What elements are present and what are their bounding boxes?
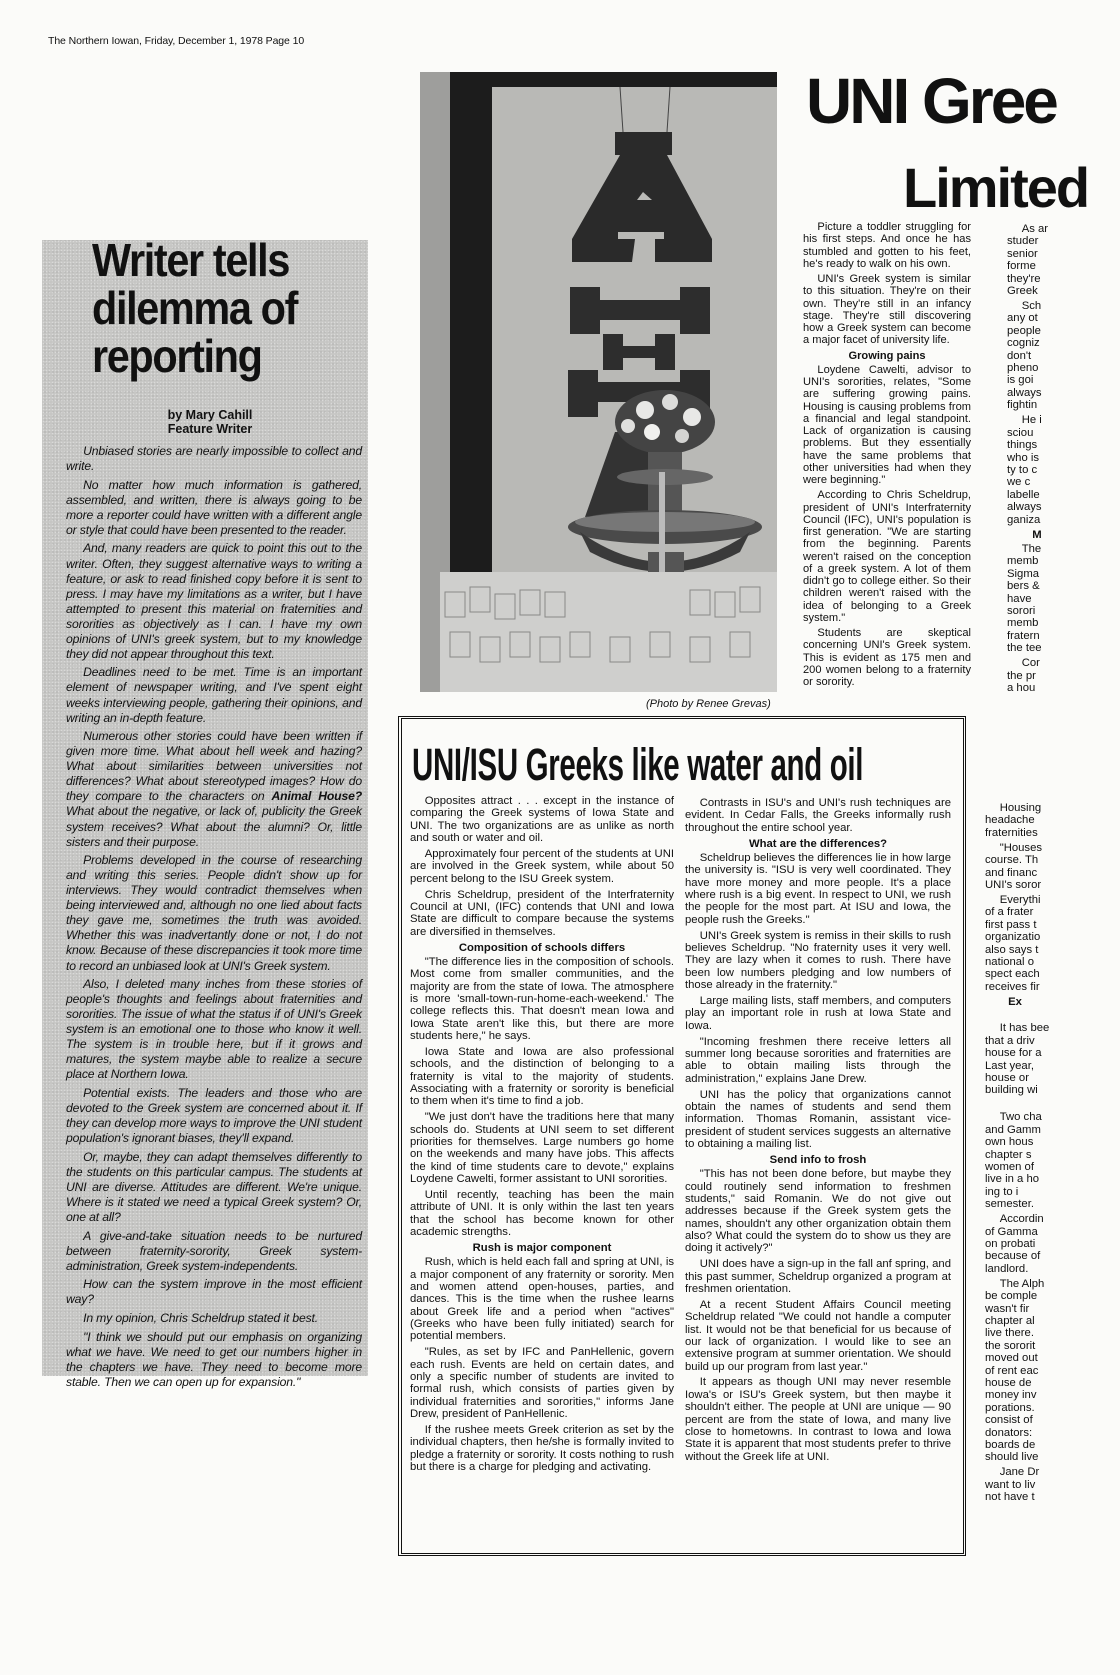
text-line: memb <box>1007 555 1039 568</box>
paragraph: Until recently, teaching has been the main attribute of UNI. It is only within the last ten years that the school has become known for other academic strengths. <box>410 1188 674 1238</box>
top-right-headline: UNI Gree <box>806 65 1056 137</box>
paragraph: "I think we should put our emphasis on organizing what we have. We need to get our numbers higher in the chapters we have. They need to become more stable. Then we can open up for expansion." <box>66 1329 362 1389</box>
left-article-headline <box>92 236 297 380</box>
text-line: memb <box>1007 617 1039 630</box>
headline-line: Writer tells <box>92 234 290 286</box>
headline-line: dilemma of <box>92 282 298 334</box>
bold-title: Animal House? <box>271 789 362 804</box>
paragraph: Rush, which is held each fall and spring at UNI, is a major component of any fraternity or sorority. Men and women attend open-houses, parties, and dances. This is the time when the rushee learns about Greek life and a period when "actives" (Greeks who have been fully initiated) search for potential members. <box>410 1256 674 1343</box>
text-line: wasn't fir <box>985 1302 1030 1315</box>
text-line: receives fir <box>985 980 1040 993</box>
text-line: "Houses <box>999 841 1043 854</box>
text-line: Last year, <box>985 1059 1034 1072</box>
paragraph <box>985 842 1120 892</box>
paragraph: Picture a toddler struggling for his first steps. And once he has stumbled and gotten to his feet, he's ready to walk on his own. <box>803 221 971 270</box>
text-line: donators: <box>985 1426 1033 1439</box>
text-line: of rent eac <box>985 1364 1039 1377</box>
spacer <box>985 1099 1120 1111</box>
paragraph: And, many readers are quick to point this out to the writer. Often, they suggest alternative ways to writing a feature, or ask to read finished copy before it is sent to press. I may have my limitations as a writer, but I have attempted to present this material on fraternities and sororities as objectively as I can. I have my own opinions of UNI's greek system, but to my knowledge they did not appear throughout this text. <box>66 541 362 661</box>
text-line: bers & <box>1007 580 1040 593</box>
text-line: the sororit <box>985 1339 1036 1352</box>
text-line: house or <box>985 1071 1029 1084</box>
text-segment: What about the negative, or lack of, publicity the Greek system receives? What about the alumni? Or, little sisters and their purpose. <box>66 804 362 849</box>
paragraph <box>1007 414 1120 526</box>
text-line: women of <box>985 1160 1034 1173</box>
paragraph <box>66 729 362 849</box>
paragraph: Contrasts in ISU's and UNI's rush techniques are evident. In Cedar Falls, the Greeks informally rush throughout the entire school year. <box>685 797 951 834</box>
text-line: chapter s <box>985 1148 1032 1161</box>
top-right-subheadline: Limited <box>903 156 1089 219</box>
photo-caption: (Photo by Renee Grevas) <box>646 698 771 710</box>
middle-article-column-2 <box>685 797 951 1466</box>
text-line: Sch <box>1021 300 1042 313</box>
text-line: have <box>1007 592 1032 605</box>
photo-greek-letters <box>420 72 777 692</box>
paragraph: UNI's Greek system is remiss in their skills to rush believes Scheldrup. "No fraternity uses it very well. They are lazy when it comes to rush. There have been low numbers pledging and low numbers of those already in the fraternity." <box>685 929 951 991</box>
text-line: organizatio <box>985 931 1041 944</box>
text-line: also says t <box>985 943 1039 956</box>
text-line: ganiza <box>1007 513 1041 526</box>
text-line: consist of <box>985 1414 1033 1427</box>
paragraph: It appears as though UNI may never resemble Iowa's or ISU's Greek system, but then maybe it shouldn't either. The people at UNI are unique — 90 percent are from the state of Iowa, and many live close to hometowns. In contrast to Iowa and Iowa State it is apparent that most students prefer to thrive without the Greek life at UNI. <box>685 1376 951 1463</box>
paragraph: Or, maybe, they can adapt themselves differently to the students on this particular campus. The students at UNI are diverse. Attitudes are different. We're unique. Where is it stated we need a typical Greek system? Or, one at all? <box>66 1149 362 1225</box>
text-line: things <box>1007 439 1038 452</box>
text-line: house for a <box>985 1047 1042 1060</box>
paragraph <box>1007 543 1120 655</box>
paragraph: How can the system improve in the most efficient way? <box>66 1277 362 1307</box>
paragraph: In my opinion, Chris Scheldrup stated it best. <box>83 1311 319 1326</box>
text-line: always <box>1007 386 1042 399</box>
text-line: and Gamm <box>985 1123 1041 1136</box>
text-line: Greek <box>1007 285 1038 298</box>
paragraph: "The difference lies in the composition of schools. Most come from smaller communities, and the majority are from the state of Iowa. The atmosphere is more 'small-town-run-home-each-weekend.' The college reflects this. That doesn't mean Iowa and Iowa State aren't like this, but there are more students here," he says. <box>410 955 674 1042</box>
text-line: house de <box>985 1377 1032 1390</box>
paragraph: Deadlines need to be met. Time is an important element of newspaper writing, and I've spent eight weeks interviewing people, gathering their opinions, and writing an in-depth feature. <box>66 665 362 725</box>
text-line: people <box>1007 324 1041 337</box>
text-line: studer <box>1007 235 1039 248</box>
paragraph: Also, I deleted many inches from these stories of people's thoughts and feelings about fraternities and sororities. The issue of what the status if of UNI's Greek system is an emotional one to those who know it well. The system is in trouble here, but if it grows and matures, the system maybe able to realize a secure place at Northern Iowa. <box>66 977 362 1082</box>
text-line: semester. <box>985 1198 1034 1211</box>
text-line: He i <box>1021 414 1042 427</box>
text-line: first pass t <box>985 918 1037 931</box>
paragraph: A give-and-take situation needs to be nurtured between fraternity-sorority, Greek system-administration, Greek system-independents. <box>66 1228 362 1273</box>
text-line: be comple <box>985 1290 1038 1303</box>
paragraph: Large mailing lists, staff members, and computers play an important role in rush at Iowa State and Iowa. <box>685 994 951 1032</box>
paragraph <box>985 1022 1120 1096</box>
spacer <box>985 1010 1120 1022</box>
text-line: Housing <box>999 802 1042 814</box>
text-line: on probati <box>985 1237 1036 1250</box>
text-line: any ot <box>1007 312 1038 325</box>
paragraph: According to Chris Scheldrup, president of UNI's Interfraternity Council (IFC), UNI's population is first generation. "We are starting from the beginning. Parents weren't raised on the conception of a greek system. A lot of them didn't go to college either. So their children weren't raised with the idea of belonging to a Greek system." <box>803 489 971 624</box>
text-line: and financ <box>985 866 1038 879</box>
paragraph: Unbiased stories are nearly impossible to collect and write. <box>66 444 362 474</box>
middle-article-headline: UNI/ISU Greeks like water and oil <box>412 739 864 790</box>
text-line: porations. <box>985 1401 1035 1414</box>
paragraph: "Incoming freshmen there receive letters all summer long because sororities and fraternities are able to obtain mailing lists through the administration," explains Jane Drew. <box>685 1035 951 1085</box>
paragraph <box>1007 300 1120 412</box>
text-line: ty to c <box>1007 463 1038 476</box>
text-line: The <box>1021 542 1042 555</box>
paragraph: Potential exists. The leaders and those who are devoted to the Greek system are concerned about it. If they can develop more ways to improve the UNI student population's ignorant biases, they'll expand. <box>66 1086 362 1146</box>
paragraph: Iowa State and Iowa are also professional schools, and the distinction of belonging to a fraternity is vital to the majority of students. Associating with a fraternity or sorority is beneficial to them when it's time to find a job. <box>410 1045 674 1108</box>
text-line: It has bee <box>999 1022 1050 1035</box>
text-line: of Gamma <box>985 1225 1038 1238</box>
text-line: landlord. <box>985 1262 1029 1275</box>
flower-arrangement <box>615 390 715 454</box>
text-line: labelle <box>1007 488 1040 501</box>
subheading: Rush is major component <box>472 1241 612 1254</box>
text-line: sorori <box>1007 604 1036 617</box>
text-line: ing to i <box>985 1185 1019 1198</box>
text-line: own hous <box>985 1136 1034 1149</box>
paragraph: No matter how much information is gathered, assembled, and written, there is always going to be more a reporter could have written with a different angle or style that could have been presented to the reader. <box>66 477 362 537</box>
text-line: of a frater <box>985 906 1034 919</box>
paragraph: Opposites attract . . . except in the instance of comparing the Greek systems of Iowa State and UNI. The two organizations are as unlike as north and south or water and oil. <box>410 795 674 845</box>
paragraph: "We just don't have the traditions here that many schools do. Students at UNI seem to set different priorities for themselves. Large numbers go home on the weekends and many have jobs. This affects the kind of time students care to devote," explains Loydene Cawelti, former assistant to UNI sororities. <box>410 1111 674 1185</box>
text-line: forme <box>1007 260 1036 273</box>
top-right-column-2-cropped <box>1007 223 1120 697</box>
text-line: Sigma <box>1007 567 1040 580</box>
paragraph: Chris Scheldrup, president of the Interfraternity Council at UNI, (IFC) contends that UNI and Iowa State are difficult to compare because the systems are diversified in themselves. <box>410 888 674 938</box>
text-line: who is <box>1007 451 1040 464</box>
text-line: The Alph <box>999 1277 1045 1290</box>
paragraph: At a recent Student Affairs Council meeting Scheldrup related "We could not handle a computer list. It would not be that beneficial for us because of our lack of organization. I would like to see an extensive program at summer orientation. We should build up our program from last year." <box>685 1298 951 1373</box>
text-line: boards de <box>985 1439 1036 1452</box>
subheading: What are the differences? <box>748 837 888 850</box>
paragraph <box>985 1278 1120 1464</box>
subheading: Send info to frosh <box>769 1153 867 1166</box>
text-line: Accordin <box>999 1213 1044 1226</box>
text-line: headache <box>985 814 1035 827</box>
subheading: Composition of schools differs <box>458 941 626 954</box>
masthead: The Northern Iowan, Friday, December 1, 1978 Page 10 <box>48 35 305 47</box>
paragraph: UNI's Greek system is similar to this situation. They're on their own. They're still in an infancy stage. They're still discovering how a Greek system can become a major facet of university life. <box>803 273 971 347</box>
text-line: fightin <box>1007 399 1038 412</box>
text-line: Cor <box>1021 657 1040 670</box>
text-line: live there. <box>985 1327 1034 1340</box>
paragraph: Approximately four percent of the students at UNI are involved in the Greek system, while about 50 percent belong to the ISU Greek system. <box>410 847 674 885</box>
text-line: the tee <box>1007 642 1042 655</box>
paragraph <box>985 1466 1120 1503</box>
text-line: chapter al <box>985 1315 1035 1327</box>
text-line: national o <box>985 956 1034 969</box>
paragraph: If the rushee meets Greek criterion as set by the individual chapters, then he/she is formally invited to pledge a fraternity or sorority. It costs nothing to rush but there is a charge for pledging and activating. <box>410 1423 674 1473</box>
text-line: is goi <box>1007 374 1034 387</box>
paragraph <box>985 1213 1120 1275</box>
paragraph <box>1007 657 1120 694</box>
headline-line: reporting <box>92 330 262 382</box>
text-line: they're <box>1007 272 1041 285</box>
photo-illustration <box>420 72 777 692</box>
text-line: As ar <box>1021 223 1049 235</box>
byline <box>100 408 320 436</box>
text-line: course. Th <box>985 854 1039 867</box>
text-line: senior <box>1007 247 1038 260</box>
paragraph: "This has not been done before, but maybe they could routinely send information to freshmen students," said Romanin. We do not give out addresses because if the Greek system gets the names, shouldn't any other organization obtain them also? What could the system do to show us they are doing it actively?" <box>685 1168 951 1255</box>
text-line: pheno <box>1007 362 1039 375</box>
text-line: want to liv <box>985 1478 1036 1491</box>
text-line: the pr <box>1007 669 1036 682</box>
text-line: that a driv <box>985 1034 1035 1047</box>
text-line: fratern <box>1007 629 1040 642</box>
subheading: Ex <box>1008 995 1022 1008</box>
paragraph: Loydene Cawelti, advisor to UNI's sororities, relates, "Some are suffering growing pains. Housing is causing problems from a financial and legal standpoint. Lack of organization is causing problems. But they essentially have the same problems that other universities had when they were beginning." <box>803 363 971 486</box>
paragraph: "Rules, as set by IFC and PanHellenic, govern each rush. Events are held on certain dates, and only a specific number of students are invited to formal rush, which consists of parties given by individual fraternities and sororities," informs Jane Drew, president of PanHellenic. <box>410 1346 674 1420</box>
text-line: always <box>1007 501 1042 514</box>
subheading: Growing pains <box>848 349 926 362</box>
text-line: Jane Dr <box>999 1466 1040 1479</box>
text-line: UNI's soror <box>985 879 1042 892</box>
text-line: don't <box>1007 349 1032 362</box>
paragraph: UNI does have a sign-up in the fall anf spring, and this past summer, Scheldrup organized a program at freshmen orientation. <box>685 1258 951 1295</box>
text-line: live in a ho <box>985 1173 1040 1186</box>
paragraph: Scheldrup believes the differences lie in how large the university is. "ISU is very well coordinated. They have more money and more people. It's a place where rush is a big event. In respect to UNI, we rush the people for the most part. At ISU and Iowa, the people rush the Greeks." <box>685 851 951 926</box>
text-line: Two cha <box>999 1111 1042 1124</box>
left-article-body <box>66 444 362 1394</box>
text-line: because of <box>985 1250 1041 1263</box>
text-segment: Numerous other stories could have been written if given more time. What about hell week and hazing? What about similarities between universities not differences? What about stereotyped images? How do they compare to the characters on <box>66 729 362 804</box>
text-line: money inv <box>985 1389 1037 1402</box>
text-line: not have t <box>985 1491 1035 1504</box>
paragraph: Problems developed in the course of researching and writing this series. People didn't show up for interviews. They would contradict themselves when being interviewed and, although no one lied about facts they gave me, sometimes the truth was avoided. Whether this was inadvertantly done or not, I do not know. Because of these discrepancies it took more time to record an unbiased look at UNI's Greek system. <box>66 853 362 973</box>
paragraph <box>985 894 1120 993</box>
text-line: we c <box>1007 476 1031 489</box>
middle-article-column-1 <box>410 795 674 1477</box>
text-line: sciou <box>1007 426 1034 439</box>
paragraph <box>985 1111 1120 1210</box>
far-right-column-cropped <box>985 802 1120 1506</box>
top-right-column-1 <box>803 221 971 691</box>
text-line: Everythi <box>999 894 1041 907</box>
text-line: a hou <box>1007 682 1036 694</box>
text-line: spect each <box>985 968 1040 981</box>
text-line: cogniz <box>1007 337 1040 350</box>
subheading: M <box>1032 528 1042 541</box>
byline-role: Feature Writer <box>167 422 253 436</box>
paragraph <box>1007 223 1120 297</box>
paragraph: UNI has the policy that organizations cannot obtain the names of students and send them information. Thomas Romanin, assistant vice-president of student services suggests an alternative to obtaining a mailing list. <box>685 1088 951 1150</box>
text-line: building wi <box>985 1084 1038 1097</box>
text-line: should live <box>985 1451 1039 1464</box>
paragraph <box>985 802 1120 839</box>
paragraph: Students are skeptical concerning UNI's Greek system. This is evident as 175 men and 200 women belong to a fraternity or sorority. <box>803 627 971 688</box>
byline-author: by Mary Cahill <box>167 408 253 422</box>
text-line: moved out <box>985 1352 1038 1365</box>
text-line: fraternities <box>985 826 1038 839</box>
